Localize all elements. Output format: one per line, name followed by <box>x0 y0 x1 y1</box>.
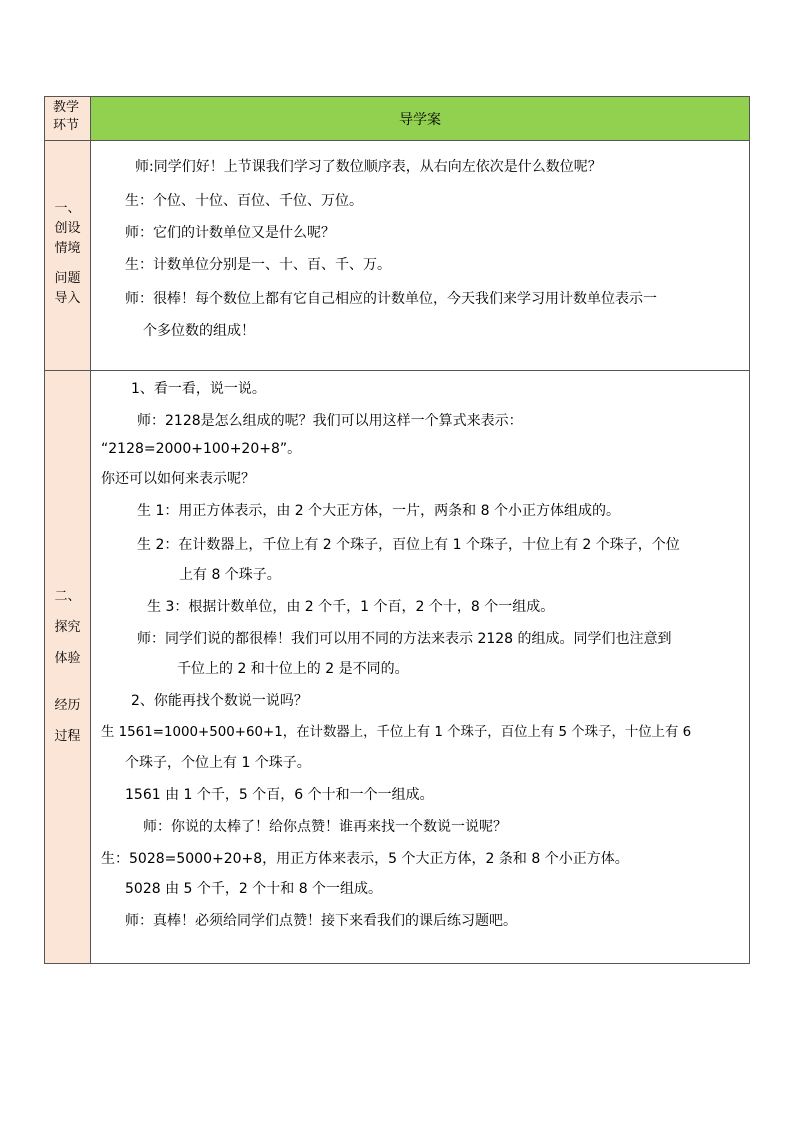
section-1-label: 一、 <box>54 201 81 216</box>
section-1-row <box>45 141 750 371</box>
section-2-line: 生 1：用正方体表示，由 2 个大正方体，一片，两条和 8 个小正方体组成的。 <box>137 503 620 519</box>
section-1-label-cell <box>45 141 91 371</box>
section-1-line: 个多位数的组成！ <box>143 323 255 339</box>
section-2-line <box>137 411 739 431</box>
section-1-line: 师:同学们好！上节课我们学习了数位顺序表，从右向左依次是什么数位呢？ <box>135 159 602 175</box>
section-2-line: 师：同学们说的都很棒！我们可以用不同的方法来表示 2128 的组成。同学们也注意到 <box>137 631 672 647</box>
section-2-line: 生：5028=5000+20+8，用正方体来表示，5 个大正方体，2 条和 8 个小正方体。 <box>101 851 629 867</box>
section-2-line: 千位上的 2 和十位上的 2 是不同的。 <box>177 661 409 677</box>
header-title-cell <box>91 97 750 141</box>
section-2-line: 个珠子，个位上有 1 个珠子。 <box>125 755 311 771</box>
section-1-content <box>91 141 750 371</box>
section-2-label: 经历 <box>54 698 81 713</box>
header-stage-cell <box>45 97 91 141</box>
section-2-line: 生 3：根据计数单位，由 2 个千，1 个百，2 个十，8 个一组成。 <box>147 599 555 615</box>
header-title: 导学案 <box>399 111 441 128</box>
section-1-line: 生：个位、十位、百位、千位、万位。 <box>125 193 363 209</box>
section-2-line: 1561 由 1 个千，5 个百，6 个十和一个一组成。 <box>125 787 434 803</box>
section-2-label: 体验 <box>54 651 81 666</box>
section-2-line: 师：真棒！必须给同学们点赞！接下来看我们的课后练习题吧。 <box>125 913 517 929</box>
section-2-line: 上有 8 个珠子。 <box>179 567 281 583</box>
lesson-table <box>44 96 750 964</box>
section-2-label: 过程 <box>54 729 81 744</box>
section-2-line-justified: 师：2128是怎么组成的呢？我们可以用这样一个算式来表示： <box>137 413 523 429</box>
section-1-label: 情境 <box>54 241 81 256</box>
section-2-line: 5028 由 5 个千，2 个十和 8 个一组成。 <box>125 881 383 897</box>
section-1-line: 生：计数单位分别是一、十、百、千、万。 <box>125 257 391 273</box>
section-2-line: “2128=2000+100+20+8”。 <box>101 441 302 457</box>
section-2-label-cell <box>45 371 91 964</box>
section-2-label: 探究 <box>54 620 81 635</box>
header-row <box>45 97 750 141</box>
section-1-label: 导入 <box>54 291 81 306</box>
section-2-line: 生 2：在计数器上，千位上有 2 个珠子，百位上有 1 个珠子，十位上有 2 个珠子，个位 <box>137 537 680 553</box>
header-stage-label-2: 环节 <box>53 118 80 133</box>
section-2-line: 你还可以如何来表示呢？ <box>101 471 255 487</box>
section-2-label: 二、 <box>54 589 81 604</box>
section-1-line: 师：很棒！每个数位上都有它自己相应的计数单位，今天我们来学习用计数单位表示一 <box>125 291 657 307</box>
section-2-line: 师：你说的太棒了！给你点赞！谁再来找一个数说一说呢？ <box>143 819 507 835</box>
section-2-line: 2、你能再找个数说一说吗？ <box>131 693 308 709</box>
section-2-row <box>45 371 750 964</box>
section-1-label: 创设 <box>54 221 81 236</box>
section-2-line: 1、看一看，说一说。 <box>131 381 266 397</box>
header-stage-label-1: 教学 <box>53 100 80 115</box>
section-2-line: 生 1561=1000+500+60+1，在计数器上，千位上有 1 个珠子，百位上有 5 个珠子，十位上有 6 <box>101 725 692 740</box>
section-1-label: 问题 <box>54 271 81 286</box>
section-1-line: 师：它们的计数单位又是什么呢？ <box>125 225 335 241</box>
section-2-content <box>91 371 750 964</box>
